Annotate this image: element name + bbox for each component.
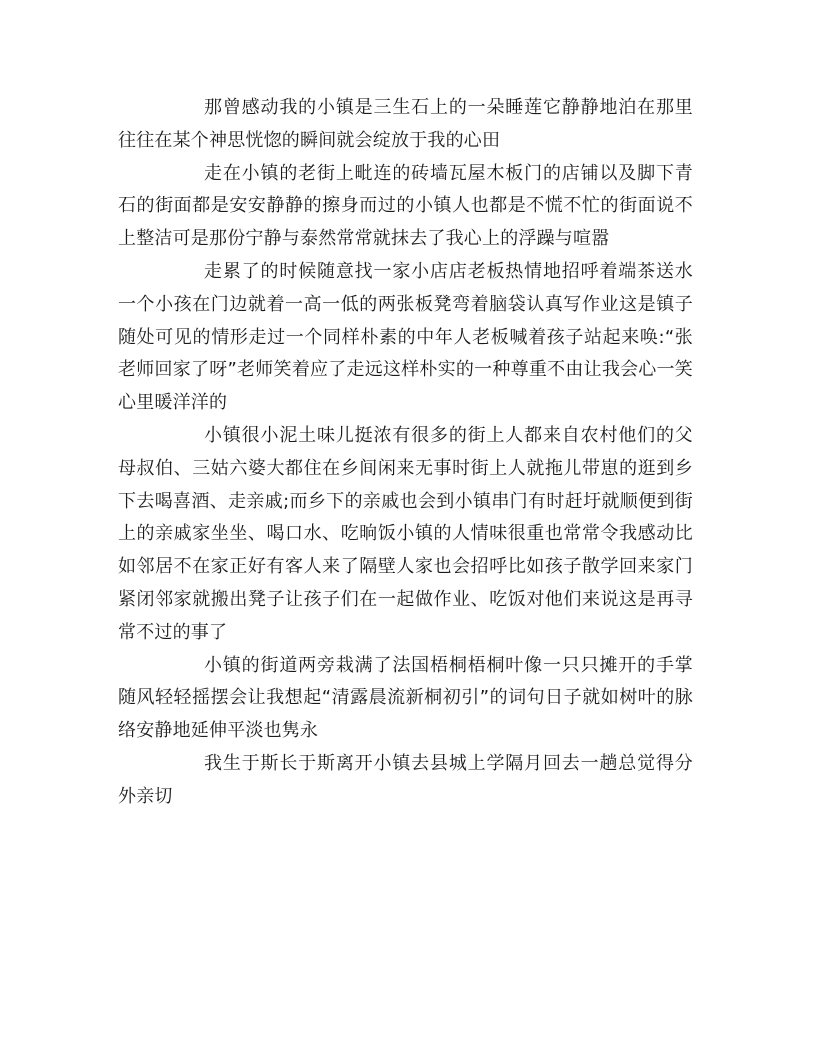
paragraph-3: 走累了的时候随意找一家小店店老板热情地招呼着端茶送水一个小孩在门边就着一高一低的两张板凳弯着脑袋认真写作业这是镇子随处可见的情形走过一个同样朴素的中年人老板喊着孩子站起来唤:“张老师回家了呀”老师笑着应了走远这样朴实的一种尊重不由让我会心一笑心里暖洋洋的 xyxy=(118,260,693,414)
paragraph-5: 小镇的街道两旁栽满了法国梧桐梧桐叶像一只只摊开的手掌随风轻轻摇摆会让我想起“清露晨流新桐初引”的词句日子就如树叶的脉络安静地延伸平淡也隽永 xyxy=(118,654,693,742)
paragraph-1: 那曾感动我的小镇是三生石上的一朵睡莲它静静地泊在那里往往在某个神思恍惚的瞬间就会绽放于我的心田 xyxy=(118,97,693,151)
paragraph-4: 小镇很小泥土味儿挺浓有很多的街上人都来自农村他们的父母叔伯、三姑六婆大都住在乡间闲来无事时街上人就拖儿带崽的逛到乡下去喝喜酒、走亲戚;而乡下的亲戚也会到小镇串门有时赶圩就顺便到街上的亲戚家坐坐、喝口水、吃晌饭小镇的人情味很重也常常令我感动比如邻居不在家正好有客人来了隔壁人家也会招呼比如孩子散学回来家门紧闭邻家就搬出凳子让孩子们在一起做作业、吃饭对他们来说这是再寻常不过的事了 xyxy=(118,424,693,643)
essay-body xyxy=(118,92,693,814)
paragraph-2: 走在小镇的老街上毗连的砖墙瓦屋木板门的店铺以及脚下青石的街面都是安安静静的擦身而过的小镇人也都是不慌不忙的街面说不上整洁可是那份宁静与泰然常常就抹去了我心上的浮躁与喧嚣 xyxy=(118,162,693,250)
paragraph-6: 我生于斯长于斯离开小镇去县城上学隔月回去一趟总觉得分外亲切 xyxy=(118,752,693,807)
